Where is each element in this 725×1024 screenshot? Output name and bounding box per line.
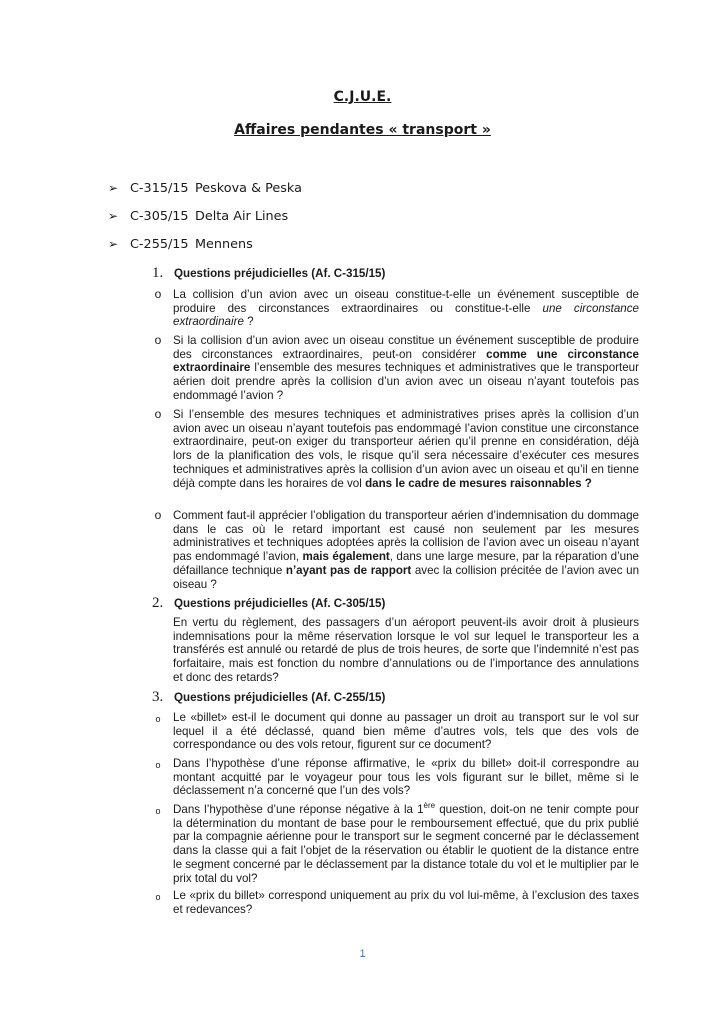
case-item [108, 209, 288, 227]
section-title: Questions préjudicielles (Af. C-305/15) [174, 597, 386, 610]
document-title: C.J.U.E. [333, 89, 392, 105]
question-paragraph: Si l’ensemble des mesures techniques et administratives prises après la collision d’un avion avec un oiseau n’ayant toutefois pas endommagé l’avion constitue une circonstance extraordinaire, peut-on exiger du transporteur aérien qu’il prenne en considération, déjà lors de la planification des vols, le risque qu’il sera nécessaire d’exécuter ces mesures techniques et administratives après la collision d’un avion avec un oiseau et qu’il en tienne déjà compte dans les horaires de vol dans le cadre de mesures raisonnables ? [173, 408, 639, 490]
page-number: 1 [359, 948, 366, 960]
circle-bullet-icon: o [155, 892, 161, 902]
circle-bullet-icon: o [154, 407, 162, 421]
section-title: Questions préjudicielles (Af. C-315/15) [174, 267, 386, 280]
case-item [108, 181, 302, 199]
section-number: 2. [152, 595, 164, 611]
question-paragraph: Le «prix du billet» correspond uniquement au prix du vol lui-même, à l’exclusion des taxes et redevances? [173, 889, 639, 916]
arrow-bullet-icon: ➢ [108, 181, 119, 195]
section-heading [152, 594, 385, 612]
section-heading [152, 264, 385, 282]
circle-bullet-icon: o [154, 287, 162, 301]
circle-bullet-icon: o [155, 714, 161, 724]
question-paragraph: Dans l’hypothèse d’une réponse négative à la 1ère question, doit-on ne tenir compte pour la détermination du montant de base pour le remboursement effectué, que du prix publié par la compagnie aérienne pour le transport sur le segment concerné par le déclassement dans la classe qui a fait l’objet de la réservation ou établir le quotient de la distance entre le segment concerné par le déclassement par la distance totale du vol et le multiplier par le prix total du vol? [173, 801, 639, 885]
question-paragraph: Dans l’hypothèse d’une réponse affirmative, le «prix du billet» doit-il correspondre au montant acquitté par le voyageur pour tous les vols figurant sur le billet, même si le déclassement n’a concerné que l’un des vols? [173, 757, 639, 798]
question-paragraph: La collision d’un avion avec un oiseau constitue-t-elle un événement susceptible de produire des circonstances extraordinaires ou constitue-t-elle une circonstance extraordinaire ? [173, 288, 639, 329]
question-paragraph: Si la collision d’un avion avec un oiseau constitue un événement susceptible de produire des circonstances extraordinaires, peut-on considérer comme une circonstance extraordinaire l’ensemble des mesures techniques et administratives que le transporteur aérien doit prendre après la collision d’un avion avec un oiseau n’ayant toutefois pas endommagé l’avion ? [173, 334, 639, 402]
circle-bullet-icon: o [154, 333, 162, 347]
section-number: 3. [152, 689, 164, 705]
question-paragraph: En vertu du règlement, des passagers d’un aéroport peuvent-ils avoir droit à plusieurs indemnisations pour la même réservation lorsque le vol sur lequel le transporteur les a transférés est annulé ou retardé de plus de trois heures, de sorte que l’indemnité n’est pas forfaitaire, mais est fonction du nombre d’annulations ou de l’importance des annulations et donc des retards? [173, 616, 639, 684]
case-number: C-255/15 [130, 237, 189, 252]
case-number: C-305/15 [130, 209, 189, 224]
case-item [108, 237, 253, 255]
document-subtitle: Affaires pendantes « transport » [234, 122, 491, 138]
case-name: Delta Air Lines [195, 209, 289, 224]
question-paragraph: Comment faut-il apprécier l’obligation du transporteur aérien d’indemnisation du dommage dans le cas où le retard important est causé non seulement par les mesures administratives et techniques adoptées après la collision de l’avion avec un oiseau n’ayant pas endommagé l’avion, mais également, dans une large mesure, par la réparation d’une défaillance technique n’ayant pas de rapport avec la collision précitée de l’avion avec un oiseau ? [173, 509, 640, 591]
case-name: Mennens [195, 237, 253, 252]
circle-bullet-icon: o [155, 760, 161, 770]
circle-bullet-icon: o [154, 508, 162, 522]
circle-bullet-icon: o [155, 806, 161, 816]
arrow-bullet-icon: ➢ [108, 237, 119, 251]
case-number: C-315/15 [130, 181, 189, 196]
arrow-bullet-icon: ➢ [108, 209, 119, 223]
section-heading [152, 688, 385, 706]
question-paragraph: Le «billet» est-il le document qui donne au passager un droit au transport sur le vol sur lequel il a été déclassé, quand bien même d’autres vols, tels que des vols de correspondance ou des vols retour, figurent sur ce document? [173, 711, 639, 752]
case-name: Peskova & Peska [195, 181, 302, 196]
section-number: 1. [152, 265, 164, 281]
section-title: Questions préjudicielles (Af. C-255/15) [174, 691, 386, 704]
